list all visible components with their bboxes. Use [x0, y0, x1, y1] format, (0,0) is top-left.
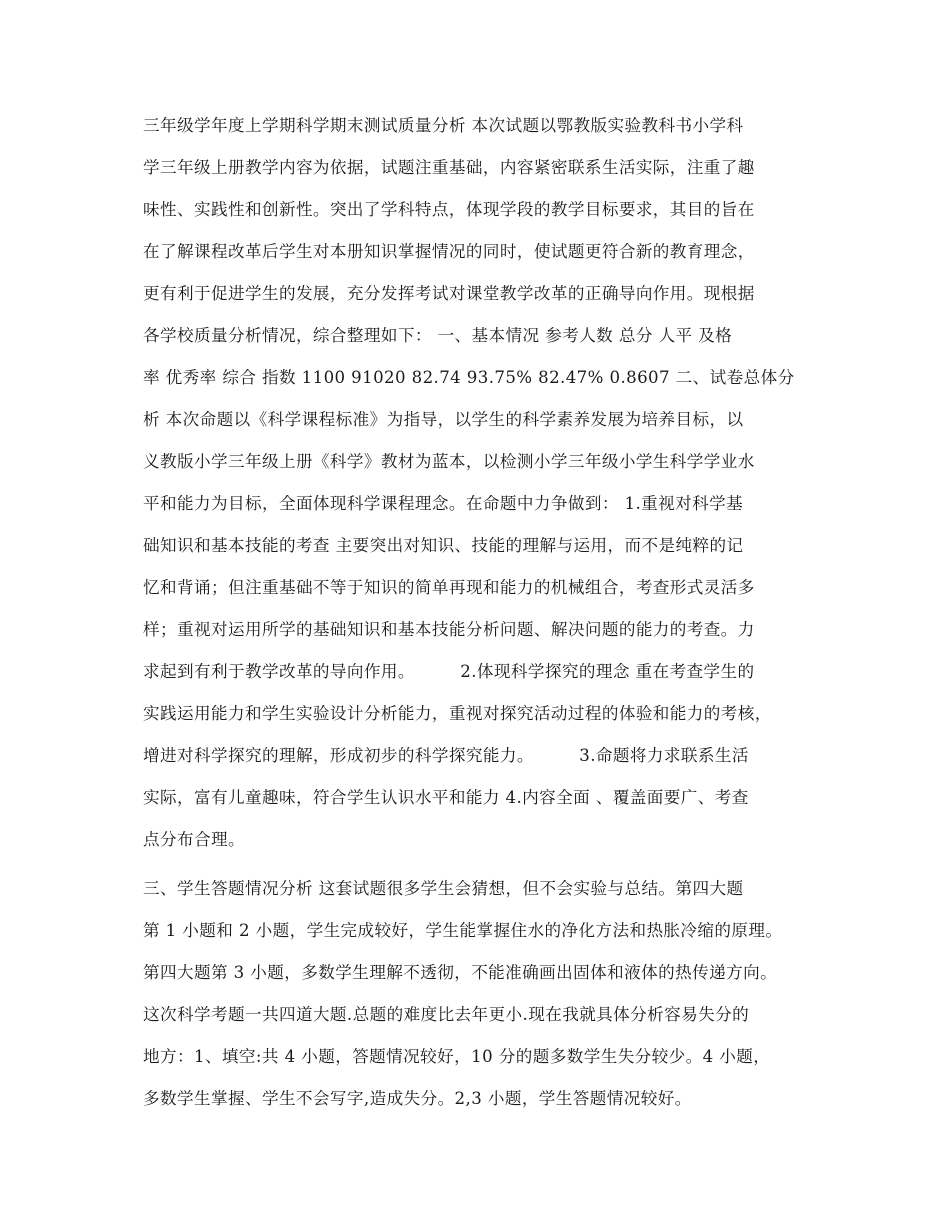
text-line: 样；重视对运用所学的基础知识和基本技能分析问题、解决问题的能力的考查。力 [143, 620, 755, 639]
text-line: 础知识和基本技能的考查 主要突出对知识、技能的理解与运用，而不是纯粹的记 [143, 536, 744, 555]
text-line: 第四大题第 3 小题，多数学生理解不透彻，不能准确画出固体和液体的热传递方向。 [143, 963, 778, 982]
text-line: 各学校质量分析情况，综合整理如下： 一、基本情况 参考人数 总分 人平 及格 [143, 326, 733, 345]
text-line: 求起到有利于教学改革的导向作用。 2.体现科学探究的理念 重在考查学生的 [143, 662, 755, 681]
text-line: 义教版小学三年级上册《科学》教材为蓝本，以检测小学三年级小学生科学学业水 [143, 452, 755, 471]
text-line: 实践运用能力和学生实验设计分析能力，重视对探究活动过程的体验和能力的考核， [143, 704, 772, 723]
text-line: 更有利于促进学生的发展，充分发挥考试对课堂教学改革的正确导向作用。现根据 [143, 284, 755, 303]
text-line: 三年级学年度上学期科学期末测试质量分析 本次试题以鄂教版实验教科书小学科 [143, 116, 744, 135]
text-line: 实际，富有儿童趣味，符合学生认识水平和能力 4.内容全面 、覆盖面要广、考查 [143, 788, 749, 807]
text-line: 忆和背诵；但注重基础不等于知识的简单再现和能力的机械组合，考查形式灵活多 [143, 578, 755, 597]
text-line: 味性、实践性和创新性。突出了学科特点，体现学段的教学目标要求，其目的旨在 [143, 200, 755, 219]
text-line: 点分布合理。 [143, 830, 245, 849]
text-line: 析 本次命题以《科学课程标准》为指导，以学生的科学素养发展为培养目标，以 [143, 410, 744, 429]
text-line: 增进对科学探究的理解，形成初步的科学探究能力。 3.命题将力求联系生活 [143, 746, 749, 765]
text-line: 在了解课程改革后学生对本册知识掌握情况的同时，使试题更符合新的教育理念， [143, 242, 755, 261]
text-line: 率 优秀率 综合 指数 1100 91020 82.74 93.75% 82.47% 0.8607 二、试卷总体分 [143, 368, 795, 387]
text-line: 三、学生答题情况分析 这套试题很多学生会猜想，但不会实验与总结。第四大题 [143, 879, 744, 898]
text-line: 第 1 小题和 2 小题，学生完成较好，学生能掌握住水的净化方法和热胀冷缩的原理。 [143, 921, 783, 940]
text-line: 地方：1、填空:共 4 小题，答题情况较好，10 分的题多数学生失分较少。4 小题， [143, 1047, 771, 1066]
text-line: 平和能力为目标，全面体现科学课程理念。在命题中力争做到： 1.重视对科学基 [143, 494, 744, 513]
text-line: 学三年级上册教学内容为依据，试题注重基础，内容紧密联系生活实际，注重了趣 [143, 158, 755, 177]
text-line: 多数学生掌握、学生不会写字,造成失分。2,3 小题，学生答题情况较好。 [143, 1089, 692, 1108]
text-line: 这次科学考题一共四道大题.总题的难度比去年更小.现在我就具体分析容易失分的 [143, 1005, 750, 1024]
